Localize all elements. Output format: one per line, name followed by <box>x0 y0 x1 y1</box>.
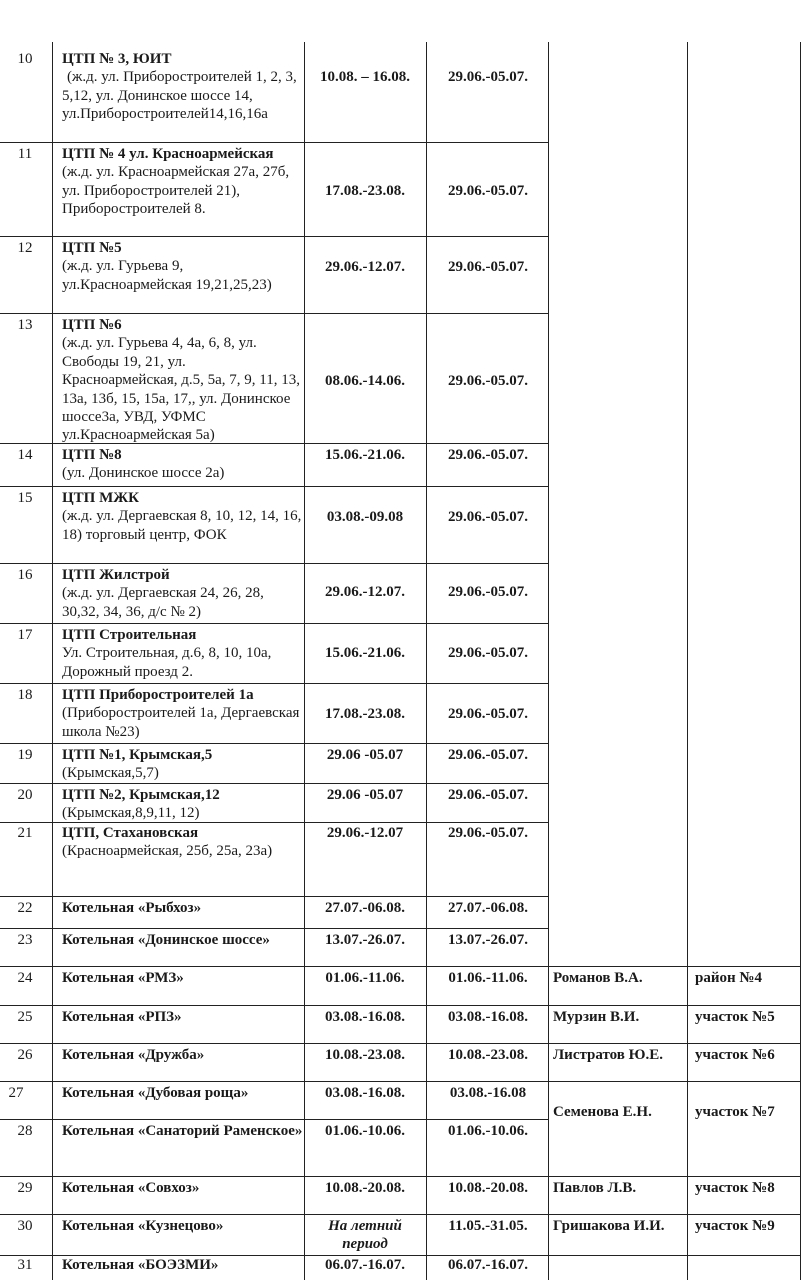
object-name: Котельная «Совхоз» <box>62 1180 200 1196</box>
row-divider <box>0 743 549 744</box>
object-cell <box>62 566 304 621</box>
object-name: ЦТП №2, Крымская,12 <box>62 787 220 803</box>
object-address: (Крымская,8,9,11, 12) <box>62 805 200 822</box>
row-divider <box>0 563 549 564</box>
row-number: 13 <box>17 317 33 333</box>
object-cell <box>62 824 304 861</box>
shutdown-dates: 01.06.-11.06. <box>448 970 528 986</box>
object-address: (ж.д. ул. Дергаевская 8, 10, 12, 14, 16, 18) торговый центр, ФОК <box>62 508 302 543</box>
object-cell <box>62 1179 304 1197</box>
object-cell <box>62 489 304 544</box>
responsible-person: Семенова Е.Н. <box>553 1104 652 1120</box>
row-divider <box>0 966 801 967</box>
repair-dates: 17.08.-23.08. <box>325 183 405 199</box>
col-divider <box>304 42 305 1280</box>
shutdown-dates: 03.08.-16.08. <box>448 1009 528 1025</box>
responsible-person: Листратов Ю.Е. <box>553 1047 664 1063</box>
shutdown-dates: 29.06.-05.07. <box>448 259 528 275</box>
object-cell <box>62 1008 304 1026</box>
row-number: 29 <box>17 1180 33 1196</box>
col-divider <box>426 42 427 1280</box>
object-name: Котельная «Санаторий Раменское» <box>62 1123 303 1139</box>
object-name: ЦТП №5 <box>62 240 122 256</box>
shutdown-dates: 13.07.-26.07. <box>448 932 528 948</box>
shutdown-dates: 01.06.-10.06. <box>448 1123 528 1139</box>
col-divider <box>800 42 801 1280</box>
row-number: 12 <box>17 240 33 256</box>
row-divider <box>0 783 549 784</box>
row-number: 25 <box>17 1009 33 1025</box>
object-cell <box>62 1046 304 1064</box>
responsible-person: Гришакова И.И. <box>553 1218 665 1234</box>
row-number: 31 <box>17 1257 33 1273</box>
shutdown-dates: 29.06.-05.07. <box>448 787 528 803</box>
row-number: 20 <box>17 787 33 803</box>
district-label: участок №8 <box>695 1180 775 1196</box>
row-divider <box>0 683 549 684</box>
row-divider <box>0 928 549 929</box>
object-name: Котельная «Дубовая роща» <box>62 1085 249 1101</box>
district-label: район №4 <box>695 970 762 986</box>
col-divider <box>548 42 549 1280</box>
shutdown-dates: 29.06.-05.07. <box>448 825 528 841</box>
row-divider <box>0 142 549 143</box>
row-divider <box>0 623 549 624</box>
object-address: (Красноармейская, 25б, 25а, 23а) <box>62 843 273 860</box>
district-label: участок №6 <box>695 1047 775 1063</box>
district-label: участок №9 <box>695 1218 775 1234</box>
object-name: Котельная «Кузнецово» <box>62 1218 224 1234</box>
row-number: 11 <box>17 146 33 162</box>
shutdown-dates: 03.08.-16.08 <box>449 1085 527 1101</box>
repair-dates: 06.07.-16.07. <box>325 1257 405 1273</box>
object-cell <box>62 239 304 294</box>
object-name: Котельная «Донинское шоссе» <box>62 932 270 948</box>
object-cell <box>62 969 304 987</box>
row-number: 19 <box>17 747 33 763</box>
object-cell <box>62 746 304 783</box>
object-address: Ул. Строительная, д.6, 8, 10, 10а, Дорожный проезд 2. <box>62 645 272 680</box>
repair-dates: 17.08.-23.08. <box>325 706 405 722</box>
object-cell <box>62 145 304 219</box>
repair-dates: 29.06 -05.07 <box>326 787 404 803</box>
object-address: (ж.д. ул. Дергаевская 24, 26, 28, 30,32, 34, 36, д/с № 2) <box>62 585 264 620</box>
object-name: ЦТП, Стахановская <box>62 825 199 841</box>
row-number: 14 <box>17 447 33 463</box>
shutdown-dates: 29.06.-05.07. <box>448 373 528 389</box>
object-cell <box>62 50 304 124</box>
responsible-person: Мурзин В.И. <box>553 1009 640 1025</box>
row-number: 27 <box>8 1085 24 1101</box>
object-name: ЦТП МЖК <box>62 490 139 506</box>
responsible-person: Павлов Л.В. <box>553 1180 637 1196</box>
shutdown-dates: 29.06.-05.07. <box>448 69 528 85</box>
repair-dates: 03.08.-16.08. <box>325 1009 405 1025</box>
shutdown-dates: 29.06.-05.07. <box>448 447 528 463</box>
repair-dates: 03.08.-16.08. <box>325 1085 405 1101</box>
object-name: Котельная «Рыбхоз» <box>62 900 202 916</box>
shutdown-dates: 11.05.-31.05. <box>448 1218 528 1234</box>
row-divider <box>0 1081 801 1082</box>
object-address: (ж.д. ул. Гурьева 9, ул.Красноармейская 19,21,25,23) <box>62 258 272 293</box>
object-cell <box>62 626 304 681</box>
row-number: 15 <box>17 490 33 506</box>
object-cell <box>62 931 304 949</box>
object-name: ЦТП Жилстрой <box>62 567 170 583</box>
repair-dates: 15.06.-21.06. <box>325 447 405 463</box>
repair-dates: 10.08. – 16.08. <box>320 69 410 85</box>
row-number: 10 <box>17 51 33 67</box>
shutdown-dates: 06.07.-16.07. <box>448 1257 528 1273</box>
shutdown-dates: 29.06.-05.07. <box>448 584 528 600</box>
object-name: ЦТП №6 <box>62 317 122 333</box>
row-divider <box>0 1043 801 1044</box>
object-address: (ж.д. ул. Гурьева 4, 4а, 6, 8, ул. Свободы 19, 21, ул. Красноармейская, д.5, 5а, 7, 9, 11, 13, 13а, 13б, 15, 15а, 17,, ул. Донинское шоссе3а, УВД, УФМС ул.Красноармейская 5а) <box>62 335 300 444</box>
row-divider <box>0 1005 801 1006</box>
row-number: 26 <box>17 1047 33 1063</box>
col-divider <box>687 42 688 1280</box>
repair-dates: 29.06.-12.07 <box>326 825 404 841</box>
row-divider <box>0 1176 801 1177</box>
object-name: Котельная «РМЗ» <box>62 970 184 986</box>
object-cell <box>62 1217 304 1235</box>
object-address: (ж.д. ул. Красноармейская 27а, 27б, ул. Приборостроителей 21), Приборостроителей 8. <box>62 164 290 218</box>
object-name: ЦТП Строительная <box>62 627 197 643</box>
object-cell <box>62 446 304 483</box>
row-number: 23 <box>17 932 33 948</box>
row-number: 28 <box>17 1123 33 1139</box>
shutdown-dates: 29.06.-05.07. <box>448 183 528 199</box>
object-cell <box>62 1084 304 1102</box>
row-divider <box>0 1214 801 1215</box>
district-label: участок №7 <box>695 1104 775 1120</box>
repair-dates: 10.08.-23.08. <box>325 1047 405 1063</box>
object-address: (Приборостроителей 1а, Дергаевская школа №23) <box>62 705 300 740</box>
shutdown-dates: 29.06.-05.07. <box>448 509 528 525</box>
object-cell <box>62 1122 304 1140</box>
row-number: 17 <box>17 627 33 643</box>
object-name: ЦТП № 3, ЮИТ <box>62 51 172 67</box>
row-divider <box>0 486 549 487</box>
repair-dates: 10.08.-20.08. <box>325 1180 405 1196</box>
col-divider <box>52 42 53 1280</box>
repair-dates: 29.06.-12.07. <box>325 584 405 600</box>
row-number: 18 <box>17 687 33 703</box>
row-divider <box>0 1119 549 1120</box>
object-name: ЦТП №1, Крымская,5 <box>62 747 213 763</box>
row-number: 30 <box>17 1218 33 1234</box>
repair-dates: 01.06.-10.06. <box>325 1123 405 1139</box>
object-name: ЦТП №8 <box>62 447 122 463</box>
shutdown-dates: 27.07.-06.08. <box>448 900 528 916</box>
repair-dates: 03.08.-09.08 <box>326 509 404 525</box>
row-divider <box>0 896 549 897</box>
row-number: 21 <box>17 825 33 841</box>
shutdown-dates: 29.06.-05.07. <box>448 645 528 661</box>
row-number: 24 <box>17 970 33 986</box>
object-name: ЦТП № 4 ул. Красноармейская <box>62 146 274 162</box>
repair-dates: 29.06.-12.07. <box>325 259 405 275</box>
object-cell <box>62 899 304 917</box>
repair-dates: 08.06.-14.06. <box>325 373 405 389</box>
repair-dates: 27.07.-06.08. <box>325 900 405 916</box>
object-cell <box>62 1256 304 1274</box>
repair-dates: 29.06 -05.07 <box>326 747 404 763</box>
row-number: 16 <box>17 567 33 583</box>
repair-dates: На летний период <box>328 1218 402 1253</box>
object-address: (ул. Донинское шоссе 2а) <box>62 465 225 482</box>
row-number: 22 <box>17 900 33 916</box>
repair-dates: 15.06.-21.06. <box>325 645 405 661</box>
object-name: Котельная «РПЗ» <box>62 1009 182 1025</box>
repair-dates: 13.07.-26.07. <box>325 932 405 948</box>
shutdown-dates: 10.08.-23.08. <box>448 1047 528 1063</box>
object-cell <box>62 316 304 445</box>
object-address: (ж.д. ул. Приборостроителей 1, 2, 3, 5,12, ул. Донинское шоссе 14, ул.Приборостроителей14,16,16а <box>62 69 297 123</box>
responsible-person: Романов В.А. <box>553 970 643 986</box>
object-name: Котельная «Дружба» <box>62 1047 205 1063</box>
object-address: (Крымская,5,7) <box>62 765 159 782</box>
object-name: ЦТП Приборостроителей 1а <box>62 687 254 703</box>
object-name: Котельная «БОЭЗМИ» <box>62 1257 219 1273</box>
shutdown-dates: 29.06.-05.07. <box>448 747 528 763</box>
district-label: участок №5 <box>695 1009 775 1025</box>
shutdown-dates: 10.08.-20.08. <box>448 1180 528 1196</box>
shutdown-dates: 29.06.-05.07. <box>448 706 528 722</box>
row-divider <box>0 236 549 237</box>
repair-dates: 01.06.-11.06. <box>325 970 405 986</box>
object-cell <box>62 786 304 823</box>
object-cell <box>62 686 304 741</box>
row-divider <box>0 313 549 314</box>
